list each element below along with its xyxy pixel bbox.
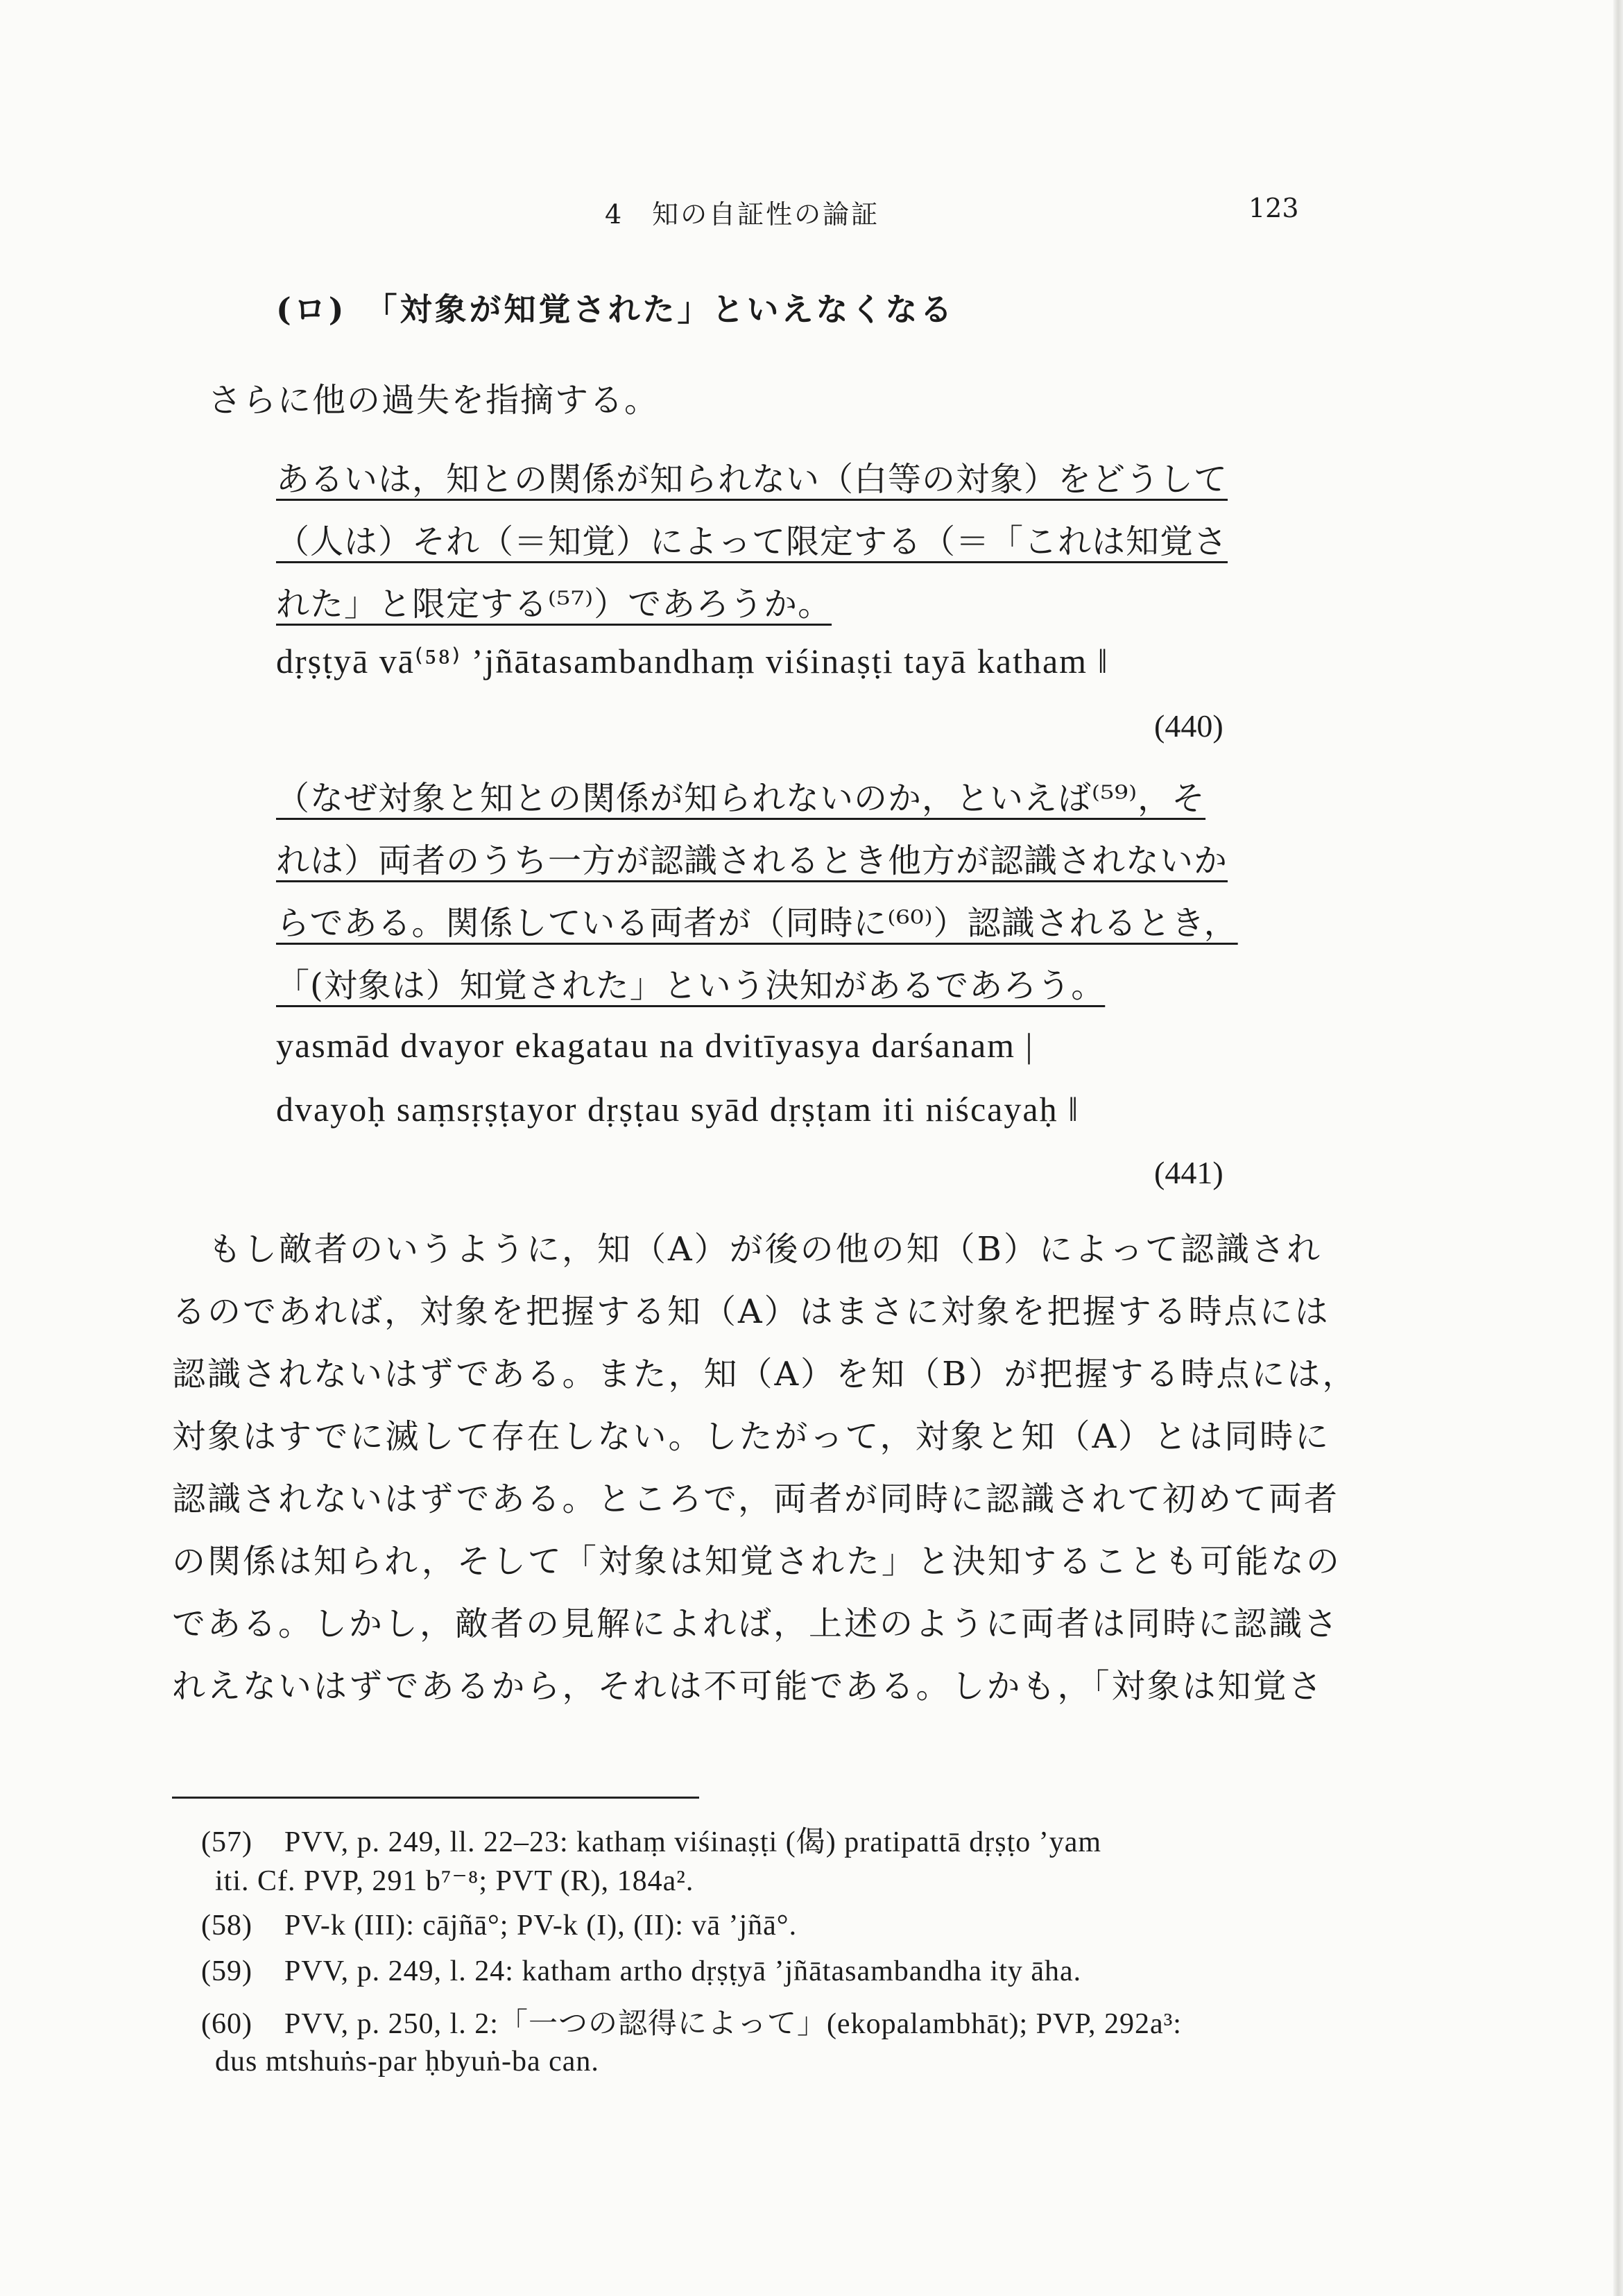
body-text-line: 認識されないはずである。ところで，両者が同時に認識されて初めて両者 [172,1480,1340,1518]
intro-sentence: さらに他の過失を指摘する。 [208,381,660,420]
verse-440-sanskrit: dṛṣṭyā vā⁽⁵⁸⁾ ’jñātasambandhaṃ viśinaṣṭi tayā katham ‖ [276,642,1109,680]
verse-441-ja-line: 「(対象は）知覚された」という決知があるであろう。 [276,966,1106,1005]
footnote-text: PV-k (III): cājñā°; PV-k (I), (II): vā ’jñā°. [284,1910,798,1942]
verse-441-ja-line: らである。関係している両者が（同時に⁽⁶⁰⁾）認識されるとき， [276,904,1238,943]
footnote-57-continuation: iti. Cf. PVP, 291 b⁷⁻⁸; PVT (R), 184a². [215,1865,694,1897]
footnote-number: (57) [201,1826,252,1858]
verse-441-sanskrit-line: yasmād dvayor ekagatau na dvitīyasya darśanam | [276,1026,1034,1065]
body-text-line: の関係は知られ，そして「対象は知覚された」と決知することも可能なの [172,1542,1341,1581]
page-edge-shadow [1613,0,1623,2296]
verse-441-number: (441) [1154,1155,1223,1190]
verse-441-sanskrit-line: dvayoḥ saṃsṛṣṭayor dṛṣṭau syād dṛṣṭam iti niścayaḥ ‖ [276,1090,1080,1129]
verse-441-ja-line: れは）両者のうち一方が認識されるとき他方が認識されないか [276,841,1228,880]
footnote-57 [201,1819,1101,1860]
verse-441-ja-line: （なぜ対象と知との関係が知られないのか，といえば⁽⁵⁹⁾，そ [276,779,1206,818]
footnote-text: PVV, p. 250, l. 2:「一つの認得によって」(ekopalambhāt); PVP, 292a³: [284,2008,1182,2040]
footnote-text: PVV, p. 249, l. 24: katham artho dṛṣṭyā ’jñātasambandha ity āha. [284,1955,1082,1987]
body-text-line: 認識されないはずである。また，知（A）を知（B）が把握する時点には， [172,1355,1358,1394]
section-heading: (ロ) 「対象が知覚された」といえなくなる [276,291,955,328]
footnote-58 [201,1909,797,1942]
body-text-line: もし敵者のいうように，知（A）が後の他の知（B）によって認識され [208,1230,1322,1269]
body-text-line: れえないはずであるから，それは不可能である。しかも，「対象は知覚さ [172,1667,1324,1706]
footnote-divider [172,1797,699,1799]
footnote-59 [201,1955,1081,1988]
footnote-60 [201,2001,1182,2042]
body-text-line: るのであれば，対象を把握する知（A）はまさに対象を把握する時点には [172,1292,1330,1331]
body-text-line: である。しかし，敵者の見解によれば，上述のように両者は同時に認識さ [172,1604,1340,1643]
footnote-text: PVV, p. 249, ll. 22–23: kathaṃ viśinaṣṭi (偈) pratipattā dṛṣṭo ’yam [284,1826,1102,1858]
verse-440-ja-line: れた」と限定する⁽⁵⁷⁾）であろうか。 [276,585,832,624]
body-text-line: 対象はすでに滅して存在しない。したがって，対象と知（A）とは同時に [172,1417,1331,1456]
footnote-60-continuation: dus mtshuṅs-par ḥbyuṅ-ba can. [215,2046,599,2077]
page-number: 123 [1248,193,1299,223]
verse-440-ja-line: （人は）それ（＝知覚）によって限定する（＝「これは知覚さ [276,522,1228,561]
footnote-number: (59) [201,1955,252,1987]
footnote-number: (58) [201,1910,252,1942]
running-header: 4 知の自証性の論証 [605,199,880,230]
verse-440-number: (440) [1154,708,1223,744]
footnote-number: (60) [201,2008,252,2040]
verse-440-ja-line: あるいは，知との関係が知られない（白等の対象）をどうして [276,460,1228,499]
